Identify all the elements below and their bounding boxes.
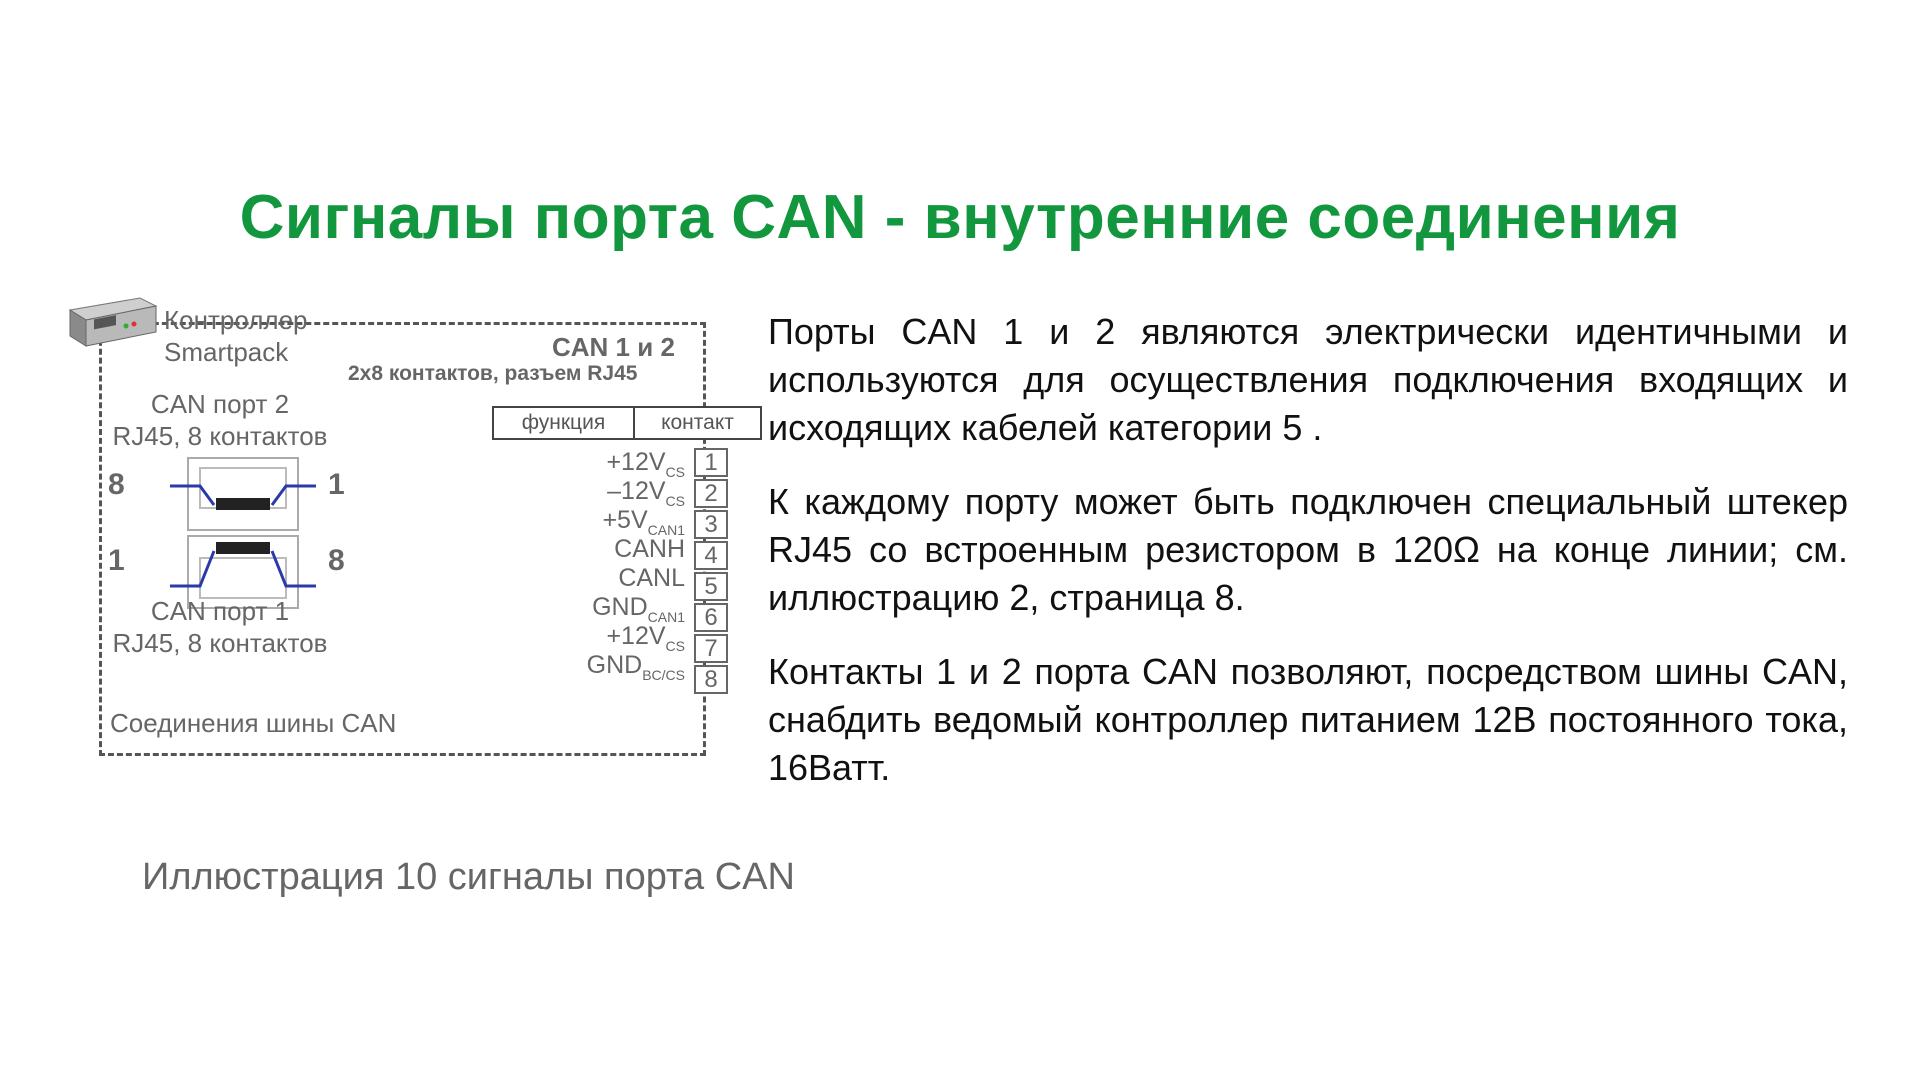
paragraph: Порты CAN 1 и 2 являются электрически идентичными и используются для осуществления подключения входящих и исходящих кабелей категории 5 . <box>768 311 1848 448</box>
pin-list <box>694 448 728 696</box>
paragraph: К каждому порту может быть подключен специальный штекер RJ45 со встроенным резистором в 120Ω на конце линии; см. иллюстрацию 2, страница 8. <box>768 481 1848 618</box>
jack1-pin-left: 1 <box>108 544 125 577</box>
port2-label-line1: CAN порт 2 <box>150 389 290 419</box>
pin-box: 3 <box>694 510 728 539</box>
jack1-pin-right: 8 <box>328 544 345 577</box>
pin-box: 5 <box>694 572 728 601</box>
pin-box: 1 <box>694 448 728 477</box>
can-port-diagram <box>60 290 760 760</box>
signal-row: $GND_{CAN1}$ <box>592 593 685 625</box>
signal-row: $-12V_{CS}$ <box>607 477 685 509</box>
can12-title: CAN 1 и 2 <box>552 332 675 362</box>
controller-label-line2: Smartpack <box>164 337 289 367</box>
signal-row: $+12V_{CS}$ <box>606 448 685 480</box>
jack2-pin-left: 8 <box>108 468 125 501</box>
header-function: функция <box>494 408 635 438</box>
signal-table-header <box>492 406 762 440</box>
diagram-footer-label: Соединения шины CAN <box>110 708 397 738</box>
controller-label-line1: Контроллер <box>164 305 308 335</box>
signal-row: $+5V_{CAN1}$ <box>602 506 685 538</box>
slide-title: Сигналы порта CAN - внутренние соединения <box>239 183 1681 252</box>
pin-box: 6 <box>694 603 728 632</box>
signal-row: $GND_{BC/CS}$ <box>586 651 685 683</box>
can12-subtitle: 2x8 контактов, разъем RJ45 <box>348 362 638 385</box>
pin-box: 4 <box>694 541 728 570</box>
body-text <box>768 308 1848 818</box>
smartpack-controller-icon <box>60 290 160 360</box>
paragraph: Контакты 1 и 2 порта CAN позволяют, посредством шины CAN, снабдить ведомый контроллер питанием 12В постоянного тока, 16Ватт. <box>768 651 1848 788</box>
pin-box: 7 <box>694 634 728 663</box>
port1-label-line1: CAN порт 1 <box>150 596 290 626</box>
signal-row: CANL <box>618 564 685 592</box>
signal-list <box>500 448 685 683</box>
header-contact: контакт <box>661 411 734 434</box>
port2-label-line2: RJ45, 8 контактов <box>112 421 328 451</box>
pin-box: 2 <box>694 479 728 508</box>
figure-caption: Иллюстрация 10 сигналы порта CAN <box>142 856 795 898</box>
signal-row: $+12V_{CS}$ <box>606 622 685 654</box>
jack2-pin-right: 1 <box>328 468 345 501</box>
pin-box: 8 <box>694 665 728 694</box>
signal-row: CANH <box>614 535 685 563</box>
port1-label-line2: RJ45, 8 контактов <box>112 628 328 658</box>
